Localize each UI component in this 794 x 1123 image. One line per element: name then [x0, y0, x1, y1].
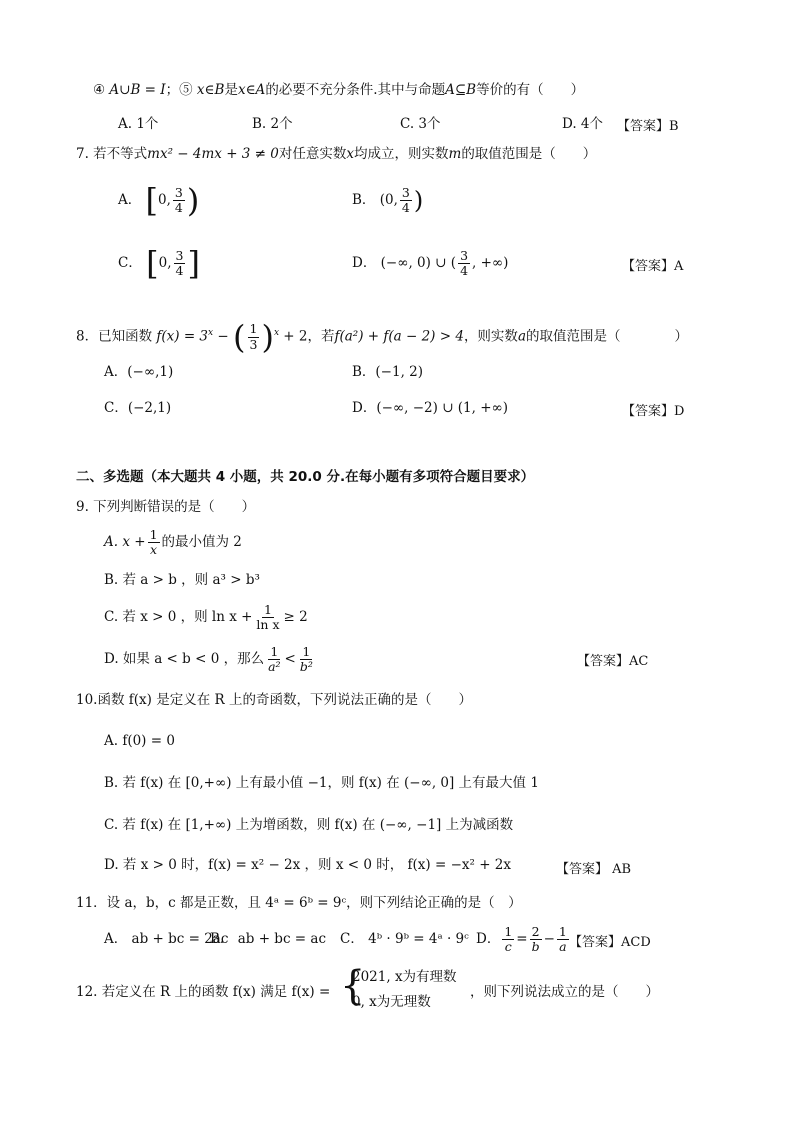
- q8-answer: 【答案】D: [622, 404, 685, 419]
- q8-option-a: A．(−∞,1): [104, 364, 174, 380]
- q7-option-c: C． [0, $\frac{3}{4}$ ]: [118, 244, 200, 283]
- q6-answer: 【答案】B: [617, 119, 679, 134]
- q8-option-b: B．(−1, 2): [352, 364, 424, 380]
- q6-option-b: B. 2个: [252, 116, 293, 132]
- q9-option-d: D. 如果 a < b < 0 ，那么 $\frac{1}{\text{a²}}$ < $\frac{1}{\text{b²}}$: [104, 643, 313, 674]
- q9-option-b: B. 若 a > b ，则 a³ > b³: [104, 572, 260, 588]
- q10-option-d: D. 若 x > 0 时，f(x) = x² − 2x ，则 x < 0 时， f(x) = −x² + 2x: [104, 857, 511, 873]
- q10-option-a: A. f(0) = 0: [104, 733, 175, 749]
- q11-option-b: B． ab + bc = ac: [210, 931, 327, 947]
- q7-option-d: D． (−∞, 0) ∪ ( $\frac{3}{4}$ , +∞): [352, 247, 509, 278]
- q10-answer: 【答案】 AB: [556, 862, 632, 877]
- q8-stem: 8．已知函数 $f(x) = 3^x$ − ( $\frac{1}{3}$ )$^x$ + 2，若f(a²) + f(a − 2) > 4，则实数a的取值范围是（ ）: [76, 318, 688, 356]
- q10-option-b: B. 若 f(x) 在 [0,+∞) 上有最小值 −1，则 f(x) 在 (−∞, 0] 上有最大值 1: [104, 775, 539, 791]
- q9-option-c: C. 若 x > 0 ，则 ln x + $\frac{1}{\text{ln x}}$ ≥ 2: [104, 601, 308, 632]
- q11-option-a: A． ab + bc = 2ac: [104, 931, 229, 947]
- q9-stem: 9. 下列判断错误的是（ ）: [76, 499, 256, 515]
- q6-option-a: A. 1个: [118, 116, 159, 132]
- q9-answer: 【答案】AC: [577, 654, 649, 669]
- q11-answer: 【答案】ACD: [569, 935, 651, 950]
- q11-stem: 11．设 a，b，c 都是正数，且 4ᵃ = 6ᵇ = 9ᶜ，则下列结论正确的是（ ）: [76, 895, 522, 911]
- q12-case-2: 0, x为无理数: [352, 994, 431, 1010]
- q8-option-c: C．(−2,1): [104, 400, 172, 416]
- q7-option-a: A． [0, $\frac{3}{4}$ ): [118, 181, 200, 220]
- q12-piecewise-brace: {: [340, 963, 366, 1009]
- q8-option-d: D．(−∞, −2) ∪ (1, +∞): [352, 400, 509, 416]
- q7-option-b: B． (0, $\frac{3}{4}$ ): [352, 184, 424, 215]
- q12-case-1: 2021, x为有理数: [352, 969, 457, 985]
- section-heading: 二、多选题（本大题共 4 小题，共 20.0 分.在每小题有多项符合题目要求）: [76, 469, 535, 485]
- q6-option-c: C. 3个: [400, 116, 441, 132]
- q12-stem-b: ，则下列说法成立的是（ ）: [470, 984, 659, 1000]
- q6-option-d: D. 4个: [562, 116, 604, 132]
- q9-option-a: A. x + $\frac{1}{x}$ 的最小值为 2: [104, 526, 242, 557]
- q7-answer: 【答案】A: [622, 259, 684, 274]
- q11-option-c: C． 4ᵇ · 9ᵇ = 4ᵃ · 9ᶜ: [340, 931, 469, 947]
- q11-option-d: D． $\frac{1}{c}$ = $\frac{2}{b}$ − $\frac{1}{a}$: [476, 923, 567, 954]
- q6-stem: ④ A∪B = I；⑤ x∈B是x∈A的必要不充分条件.其中与命题A⊆B等价的有（ ）: [93, 82, 585, 98]
- q10-stem: 10.函数 f(x) 是定义在 R 上的奇函数，下列说法正确的是（ ）: [76, 692, 472, 708]
- q12-stem-a: 12. 若定义在 R 上的函数 f(x) 满足 f(x) =: [76, 984, 331, 1000]
- q7-stem: 7. 若不等式mx² − 4mx + 3 ≠ 0对任意实数x均成立，则实数m的取值范围是（ ）: [76, 146, 597, 162]
- q10-option-c: C. 若 f(x) 在 [1,+∞) 上为增函数，则 f(x) 在 (−∞, −1] 上为减函数: [104, 817, 514, 833]
